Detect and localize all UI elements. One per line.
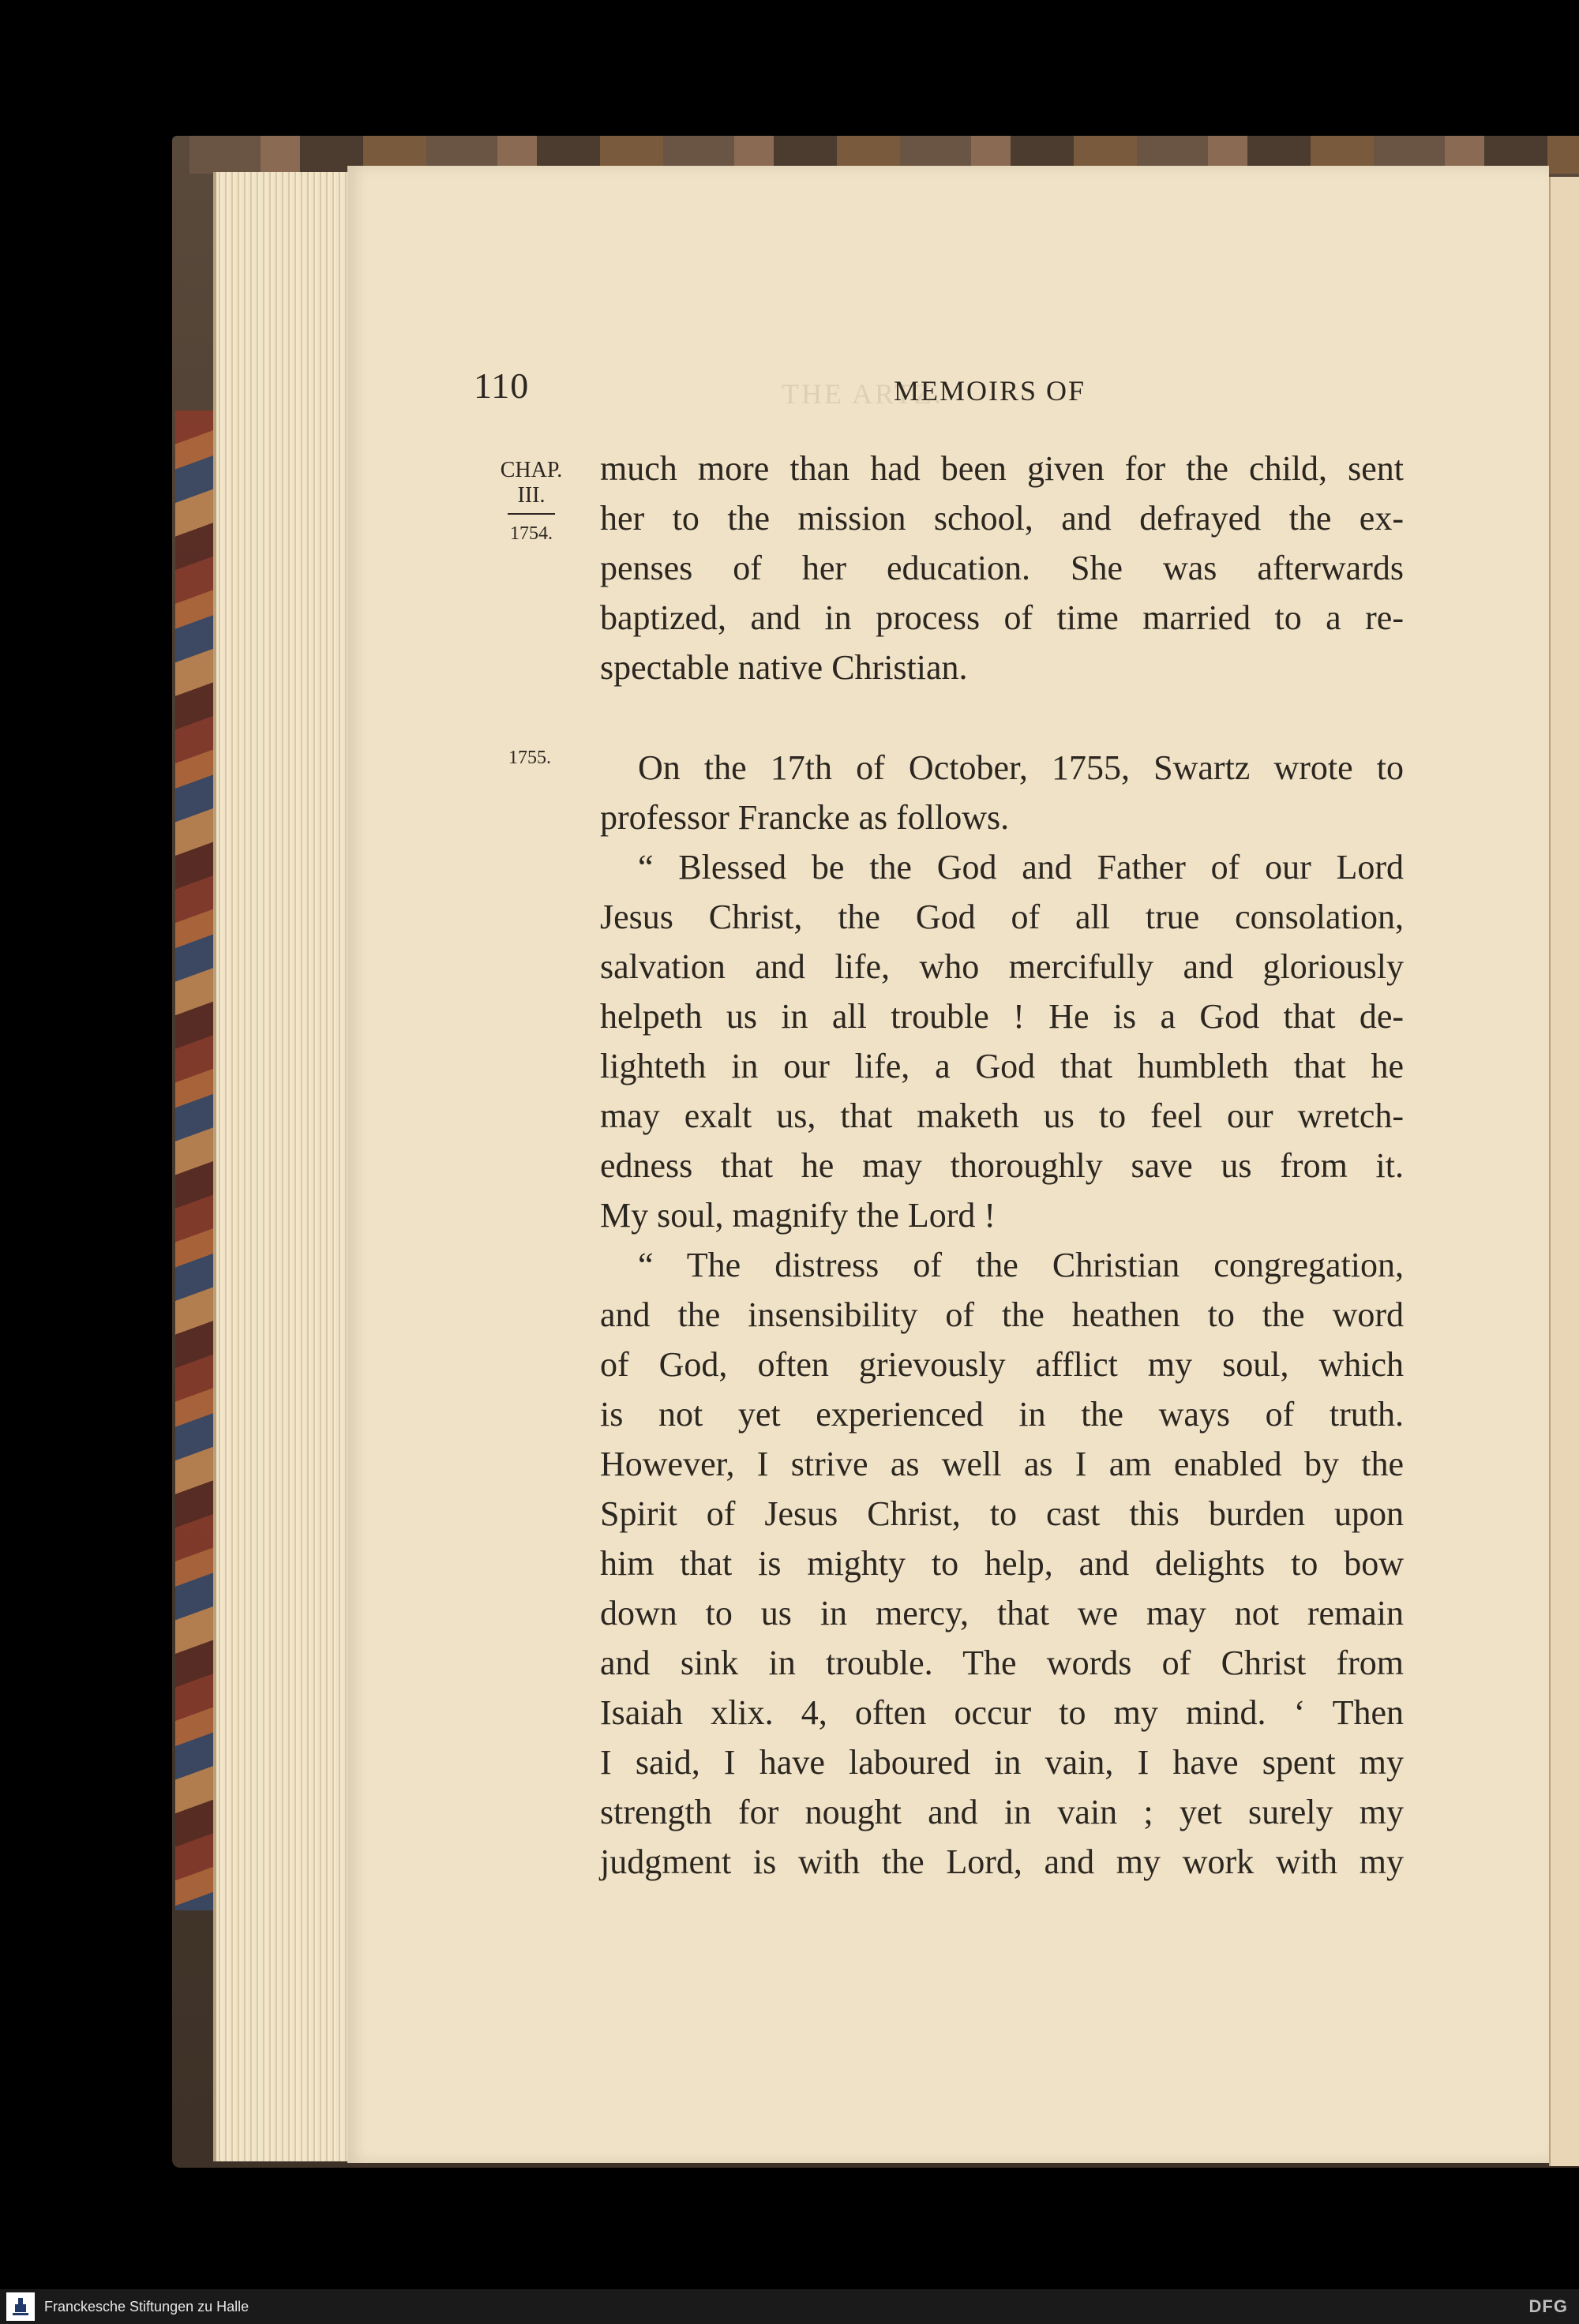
margin-year-1754: 1754. xyxy=(510,523,553,544)
body-line: helpeth us in all trouble ! He is a God that de- xyxy=(600,997,1404,1036)
body-line: judgment is with the Lord, and my work with my xyxy=(600,1842,1404,1881)
body-line: On the 17th of October, 1755, Swartz wrote to xyxy=(638,748,1404,787)
institution-name: Franckesche Stiftungen zu Halle xyxy=(44,2298,249,2315)
institution-logo-icon xyxy=(6,2292,35,2321)
chapter-label: CHAP. xyxy=(500,458,563,482)
body-line: baptized, and in process of time married to a re- xyxy=(600,598,1404,637)
page-number: 110 xyxy=(474,365,530,406)
body-line: penses of her education. She was afterwards xyxy=(600,549,1404,587)
body-line: “ The distress of the Christian congregation, xyxy=(638,1246,1404,1284)
body-line: and sink in trouble. The words of Christ from xyxy=(600,1644,1404,1682)
body-line: her to the mission school, and defrayed the ex- xyxy=(600,499,1404,538)
body-line: I said, I have laboured in vain, I have spent my xyxy=(600,1743,1404,1782)
body-line: Spirit of Jesus Christ, to cast this burden upon xyxy=(600,1494,1404,1533)
margin-year-1755: 1755. xyxy=(508,748,551,768)
body-line: may exalt us, that maketh us to feel our wretch- xyxy=(600,1096,1404,1135)
body-line: much more than had been given for the child, sent xyxy=(600,449,1404,488)
body-line: Jesus Christ, the God of all true consolation, xyxy=(600,898,1404,936)
body-line: strength for nought and in vain ; yet surely my xyxy=(600,1793,1404,1831)
body-line: edness that he may thoroughly save us from it. xyxy=(600,1146,1404,1185)
body-line: and the insensibility of the heathen to the word xyxy=(600,1295,1404,1334)
body-line: “ Blessed be the God and Father of our Lord xyxy=(638,848,1404,886)
body-line: However, I strive as well as I am enabled by the xyxy=(600,1445,1404,1483)
dfg-logo-text[interactable]: DFG xyxy=(1528,2296,1568,2316)
body-line: him that is mighty to help, and delights to bow xyxy=(600,1544,1404,1583)
page-fore-edges xyxy=(213,172,366,2161)
facing-page-edge xyxy=(1549,177,1579,2166)
body-line: salvation and life, who mercifully and gloriously xyxy=(600,947,1404,986)
running-head: MEMOIRS OF xyxy=(894,375,1086,407)
body-line: of God, often grievously afflict my soul, which xyxy=(600,1345,1404,1384)
viewer-footer xyxy=(0,2289,1579,2324)
body-line: My soul, magnify the Lord ! xyxy=(600,1196,996,1235)
body-line: spectable native Christian. xyxy=(600,648,968,687)
chapter-number: III. xyxy=(517,483,546,508)
margin-rule xyxy=(508,513,555,515)
body-line: lighteth in our life, a God that humbleth that he xyxy=(600,1047,1404,1085)
body-line: Isaiah xlix. 4, often occur to my mind. ‘ Then xyxy=(600,1693,1404,1732)
body-line: down to us in mercy, that we may not remain xyxy=(600,1594,1404,1632)
body-line: professor Francke as follows. xyxy=(600,798,1010,837)
body-line: is not yet experienced in the ways of truth. xyxy=(600,1395,1404,1434)
footer-institution[interactable] xyxy=(0,2292,249,2321)
bleed-through-text: THE ARTZ. xyxy=(782,378,943,410)
chapter-margin-note xyxy=(488,458,575,546)
